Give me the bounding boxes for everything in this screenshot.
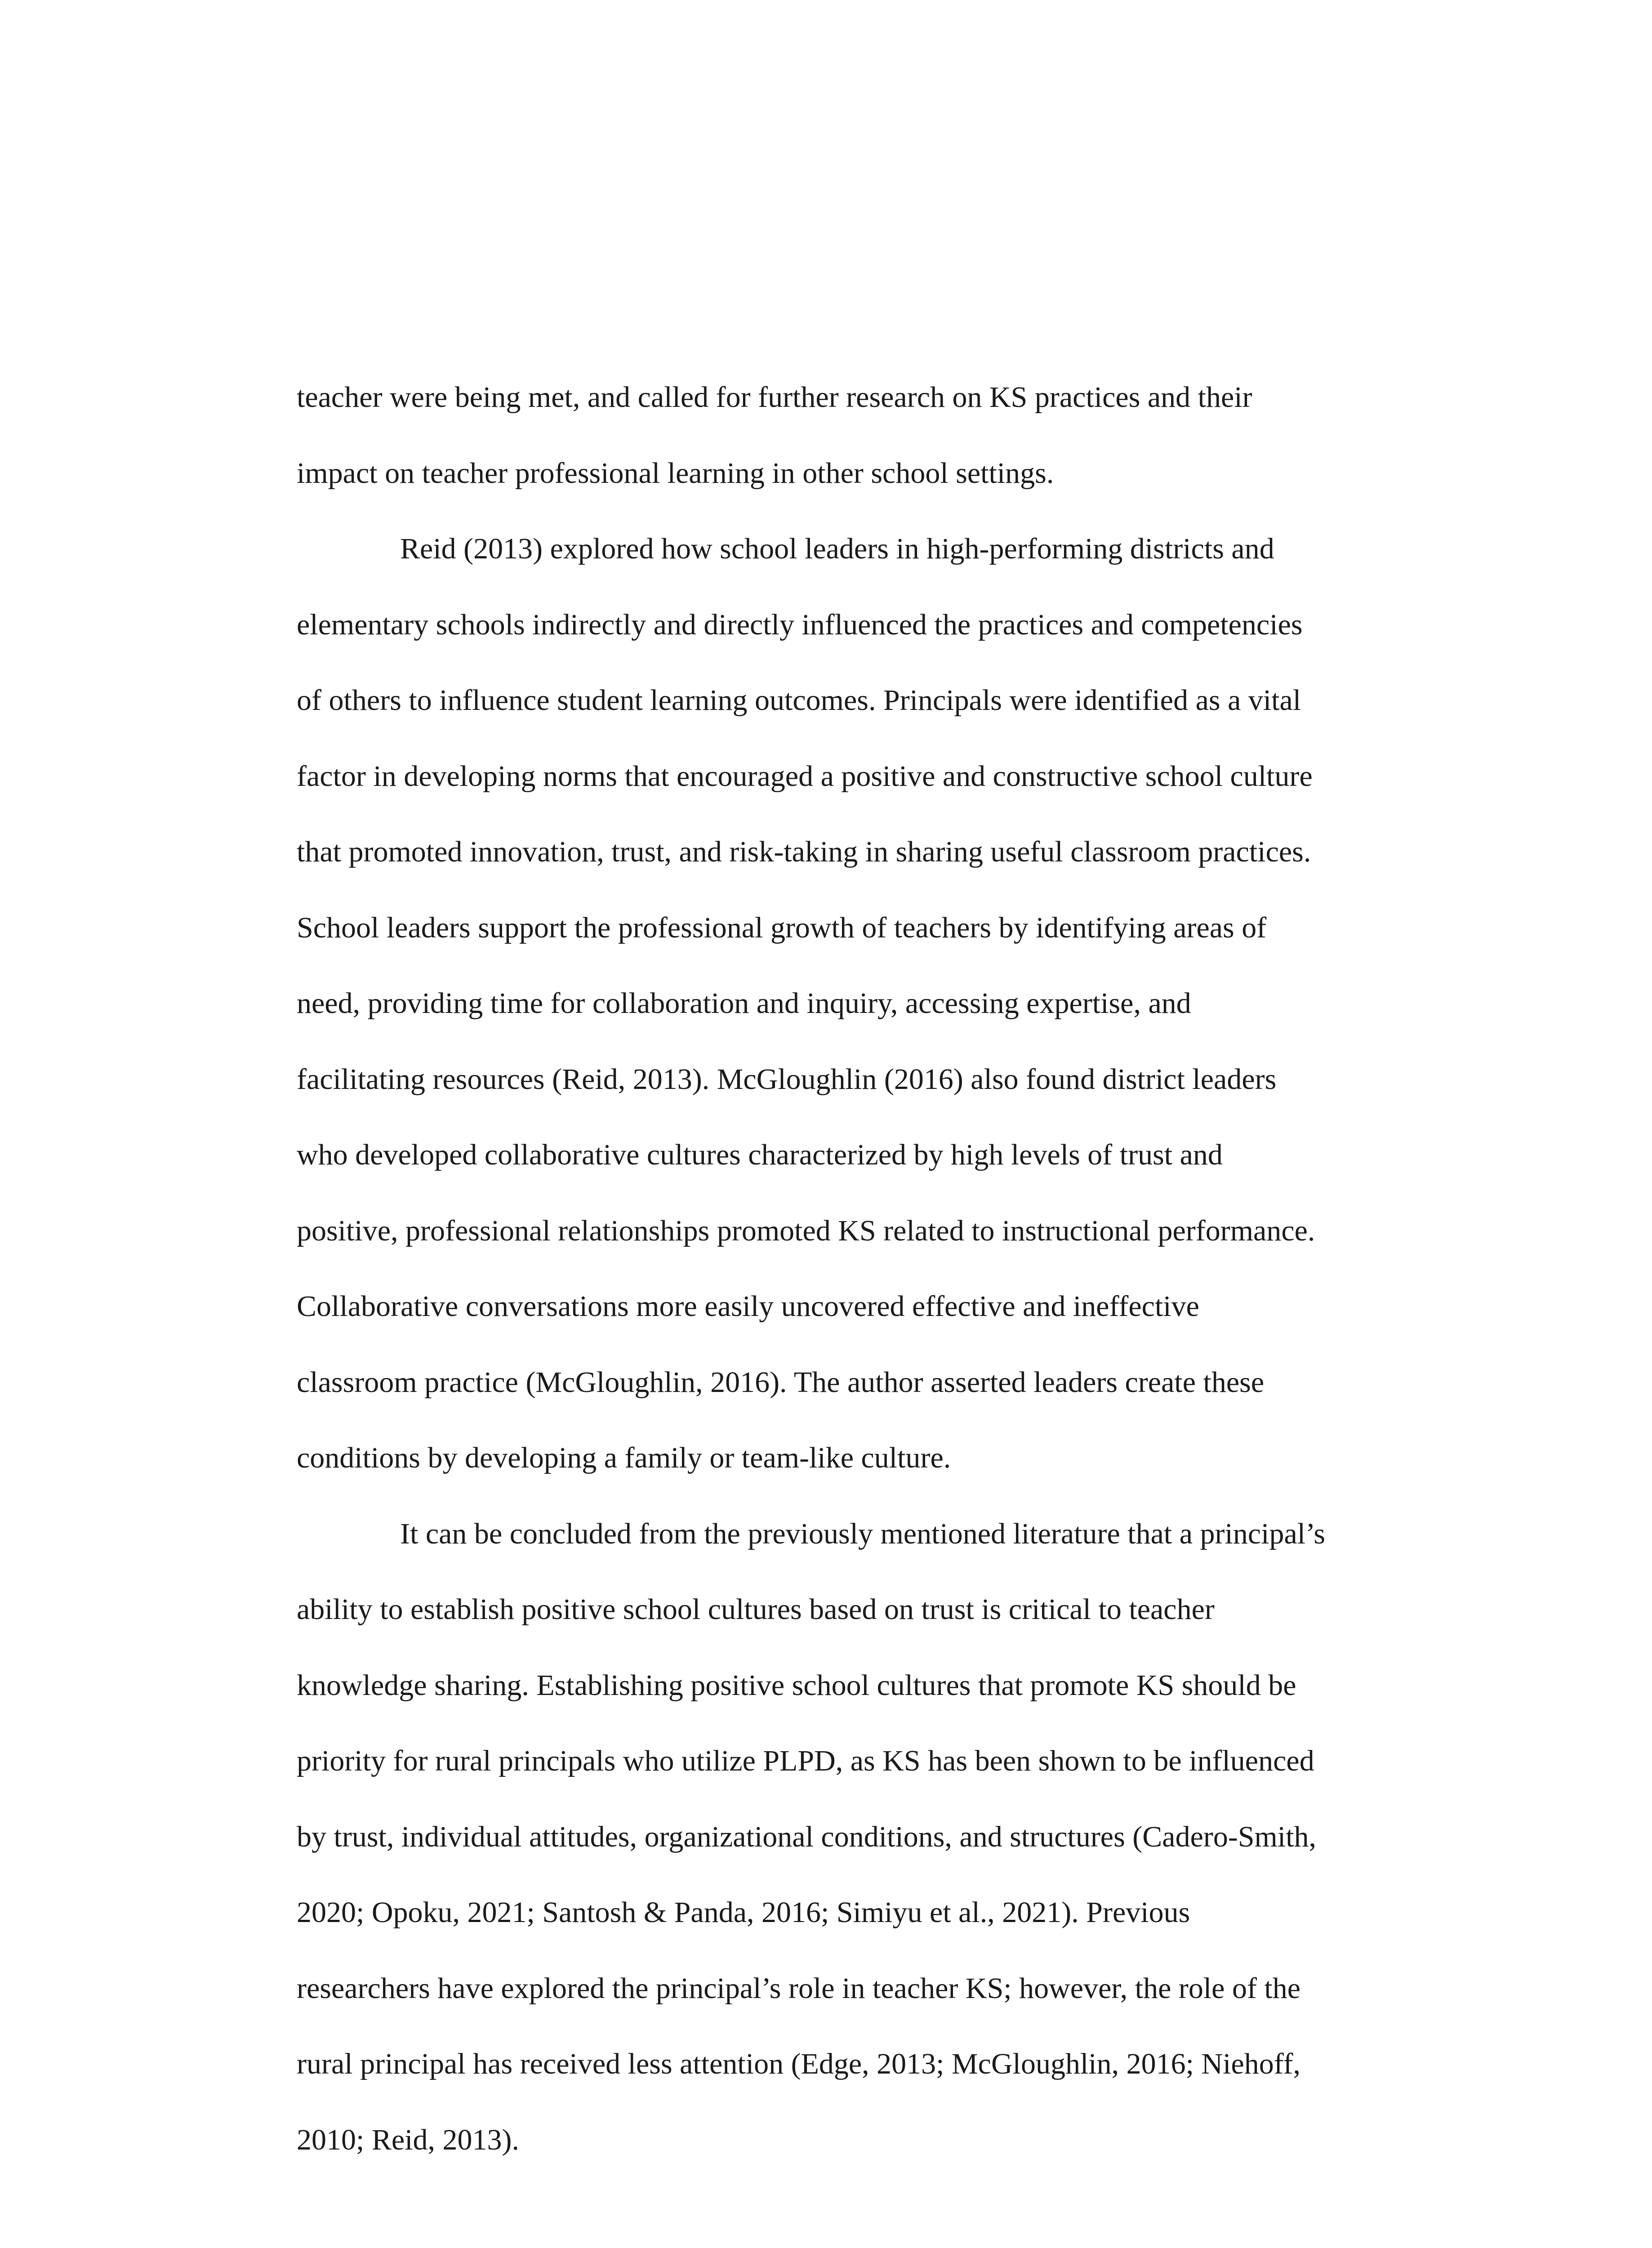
- text-line: Collaborative conversations more easily uncovered effective and ineffective: [297, 1290, 1199, 1323]
- text-line: ability to establish positive school cultures based on trust is critical to teacher: [297, 1593, 1215, 1626]
- paragraph-start-line: Reid (2013) explored how school leaders in high-performing districts and: [400, 532, 1274, 565]
- text-line: facilitating resources (Reid, 2013). McGloughlin (2016) also found district leaders: [297, 1062, 1277, 1096]
- paragraph-start-line: It can be concluded from the previously mentioned literature that a principal’s: [400, 1517, 1326, 1550]
- text-line: impact on teacher professional learning in other school settings.: [297, 456, 1054, 490]
- text-line: who developed collaborative cultures characterized by high levels of trust and: [297, 1138, 1223, 1171]
- text-line: 2020; Opoku, 2021; Santosh & Panda, 2016; Simiyu et al., 2021). Previous: [297, 1896, 1190, 1929]
- text-line: School leaders support the professional growth of teachers by identifying areas of: [297, 911, 1267, 944]
- text-line: researchers have explored the principal’s role in teacher KS; however, the role of the: [297, 1971, 1301, 2005]
- text-line: factor in developing norms that encouraged a positive and constructive school culture: [297, 759, 1313, 793]
- text-line: conditions by developing a family or team-like culture.: [297, 1441, 951, 1474]
- text-line: by trust, individual attitudes, organizational conditions, and structures (Cadero-Smith,: [297, 1820, 1317, 1853]
- text-line: need, providing time for collaboration and inquiry, accessing expertise, and: [297, 987, 1191, 1020]
- text-line: rural principal has received less attention (Edge, 2013; McGloughlin, 2016; Niehoff,: [297, 2047, 1301, 2080]
- text-line: that promoted innovation, trust, and risk-taking in sharing useful classroom practices.: [297, 835, 1311, 868]
- text-line: positive, professional relationships promoted KS related to instructional performance.: [297, 1214, 1315, 1247]
- text-line: of others to influence student learning outcomes. Principals were identified as a vital: [297, 684, 1301, 717]
- text-line: classroom practice (McGloughlin, 2016). The author asserted leaders create these: [297, 1365, 1265, 1399]
- text-line: 2010; Reid, 2013).: [297, 2123, 519, 2156]
- text-line: knowledge sharing. Establishing positive school cultures that promote KS should be: [297, 1668, 1296, 1702]
- text-line: elementary schools indirectly and directly influenced the practices and competencies: [297, 608, 1303, 641]
- body-text: [297, 360, 1429, 2178]
- text-line: teacher were being met, and called for further research on KS practices and their: [297, 381, 1252, 414]
- text-line: priority for rural principals who utilize PLPD, as KS has been shown to be influenced: [297, 1744, 1314, 1777]
